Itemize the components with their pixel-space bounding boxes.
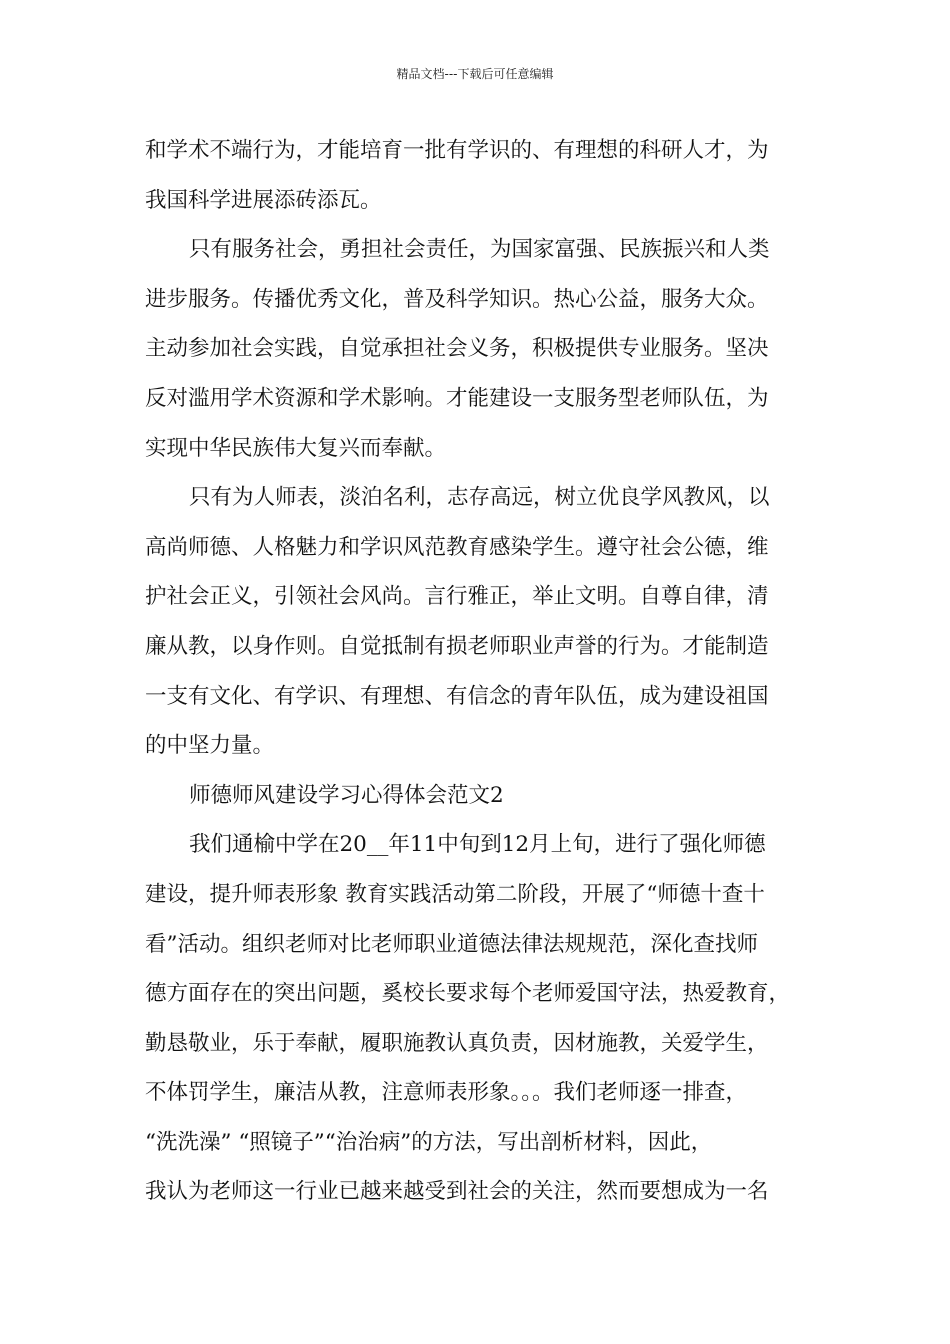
text-line-18: 德方面存在的突出问题，奚校长要求每个老师爱国守法，热爱教育，	[145, 981, 791, 1007]
text-line-5: 主动参加社会实践，自觉承担社会义务，积极提供专业服务。坚决	[145, 336, 769, 362]
text-line-2: 我国科学进展添砖添瓦。	[145, 187, 382, 213]
text-line-17: 看”活动。组织老师对比老师职业道德法律法规规范，深化查找师	[145, 931, 758, 957]
section-heading: 师德师风建设学习心得体会范文2	[189, 782, 504, 808]
text-line-11: 廉从教，以身作则。自觉抵制有损老师职业声誉的行为。才能制造	[145, 633, 769, 659]
document-body	[145, 126, 825, 1217]
text-line-19: 勤恳敬业，乐于奉献，履职施教认真负责，因材施教，关爱学生，	[145, 1030, 769, 1056]
text-line-22: 我认为老师这一行业已越来越受到社会的关注，然而要想成为一名	[145, 1179, 769, 1205]
text-line-15: 我们通榆中学在20__年11中旬到12月上旬，进行了强化师德	[189, 832, 766, 858]
text-line-7: 实现中华民族伟大复兴而奉献。	[145, 435, 447, 461]
text-line-13: 的中坚力量。	[145, 733, 275, 759]
text-line-20: 不体罚学生，廉洁从教，注意师表形象。。。我们老师逐一排查，	[145, 1080, 748, 1106]
text-line-6: 反对滥用学术资源和学术影响。才能建设一支服务型老师队伍，为	[145, 385, 769, 411]
text-line-9: 高尚师德、人格魅力和学识风范教育感染学生。遵守社会公德，维	[145, 534, 769, 560]
text-line-3: 只有服务社会，勇担社会责任，为国家富强、民族振兴和人类	[189, 237, 770, 263]
text-line-16: 建设，提升师表形象 教育实践活动第二阶段，开展了“师德十查十	[145, 881, 765, 907]
text-line-21: “洗洗澡” “照镜子”“治治病”的方法，写出剖析材料，因此，	[145, 1129, 713, 1155]
text-line-8: 只有为人师表，淡泊名利，志存高远，树立优良学风教风，以	[189, 485, 770, 511]
text-line-1: 和学术不端行为，才能培育一批有学识的、有理想的科研人才，为	[145, 138, 769, 163]
page-header: 精品文档---下载后可任意编辑	[396, 67, 554, 81]
text-line-10: 护社会正义，引领社会风尚。言行雅正，举止文明。自尊自律，清	[145, 584, 769, 610]
text-line-4: 进步服务。传播优秀文化，普及科学知识。热心公益，服务大众。	[145, 286, 769, 312]
text-line-12: 一支有文化、有学识、有理想、有信念的青年队伍，成为建设祖国	[145, 683, 769, 709]
